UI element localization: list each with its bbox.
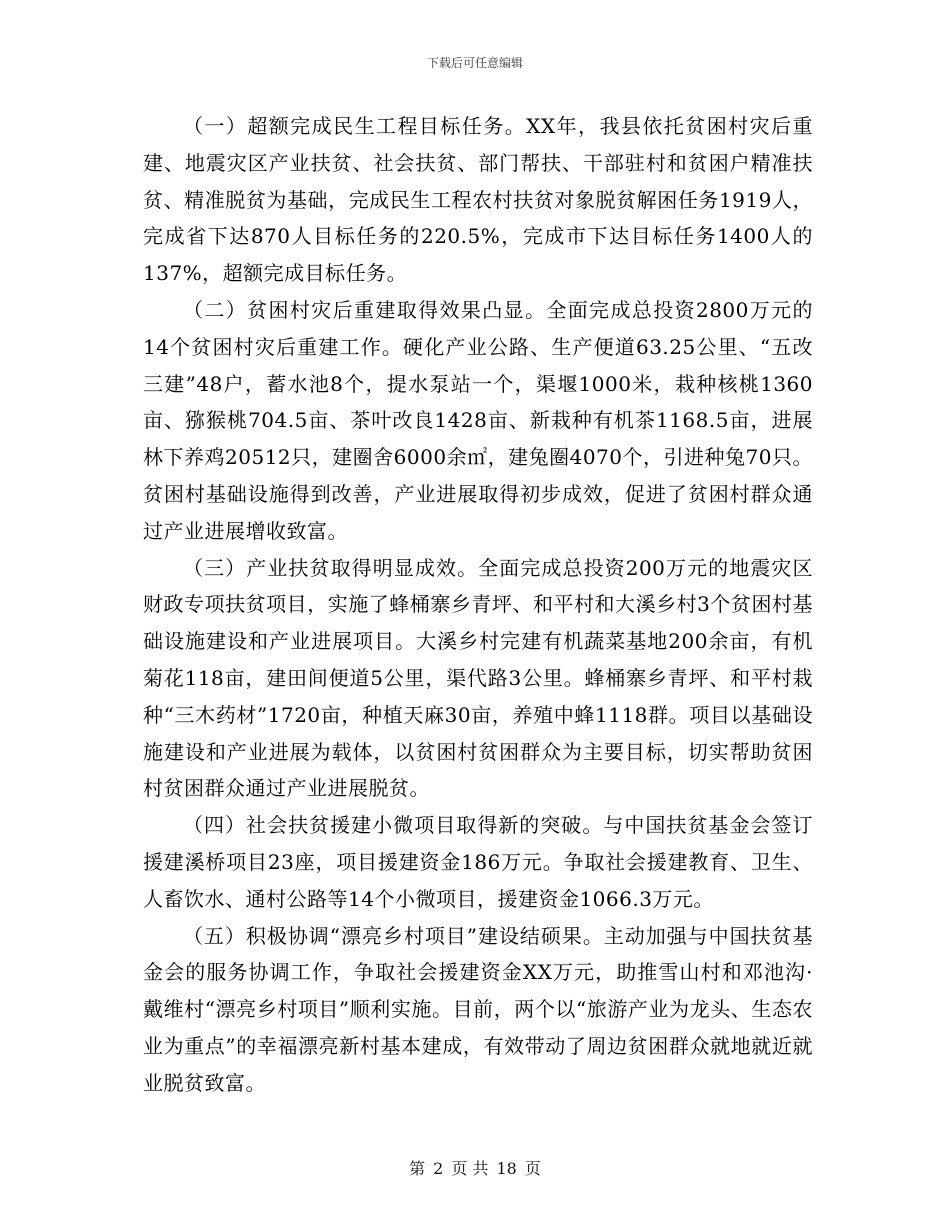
- footer-current-page: 2: [433, 1159, 444, 1178]
- page-footer: [0, 1156, 950, 1179]
- paragraph-4: （四）社会扶贫援建小微项目取得新的突破。与中国扶贫基金会签订援建溪桥项目23座，项目援建资金186万元。争取社会援建教育、卫生、人畜饮水、通村公路等14个小微项目，援建资金1066.3万元。: [143, 813, 813, 911]
- document-body: [143, 108, 813, 1102]
- paragraph-2: （二）贫困村灾后重建取得效果凸显。全面完成总投资2800万元的14个贫困村灾后重建工作。硬化产业公路、生产便道63.25公里、“五改三建”48户，蓄水池8个，提水泵站一个，渠堰1000米，栽种核桃1360亩、猕猴桃704.5亩、茶叶改良1428亩、新栽种有机茶1168.5亩，进展林下养鸡20512只，建圈舍6000余㎡，建兔圈4070个，引进种兔70只。贫困村基础设施得到改善，产业进展取得初步成效，促进了贫困村群众通过产业进展增收致富。: [143, 297, 813, 543]
- paragraph-3: （三）产业扶贫取得明显成效。全面完成总投资200万元的地震灾区财政专项扶贫项目，实施了蜂桶寨乡青坪、和平村和大溪乡村3个贫困村基础设施建设和产业进展项目。大溪乡村完建有机蔬菜基地200余亩，有机菊花118亩，建田间便道5公里，渠代路3公里。蜂桶寨乡青坪、和平村栽种“三木药材”1720亩，种植天麻30亩，养殖中蜂1118群。项目以基础设施建设和产业进展为载体，以贫困村贫困群众为主要目标，切实帮助贫困村贫困群众通过产业进展脱贫。: [143, 555, 813, 801]
- footer-middle: 页 共: [451, 1159, 489, 1178]
- footer-total-pages: 18: [496, 1159, 517, 1178]
- page-header: 下载后可任意编辑: [426, 56, 523, 70]
- footer-suffix: 页: [524, 1159, 541, 1178]
- footer-prefix: 第: [409, 1159, 426, 1178]
- paragraph-5: （五）积极协调“漂亮乡村项目”建设结硕果。主动加强与中国扶贫基金会的服务协调工作，争取社会援建资金XX万元，助推雪山村和邓池沟·戴维村“漂亮乡村项目”顺利实施。目前，两个以“旅游产业为龙头、生态农业为重点”的幸福漂亮新村基本建成，有效带动了周边贫困群众就地就近就业脱贫致富。: [143, 923, 813, 1095]
- paragraph-1: （一）超额完成民生工程目标任务。XX年，我县依托贫困村灾后重建、地震灾区产业扶贫、社会扶贫、部门帮扶、干部驻村和贫困户精准扶贫、精准脱贫为基础，完成民生工程农村扶贫对象脱贫解困任务1919人，完成省下达870人目标任务的220.5%，完成市下达目标任务1400人的137%，超额完成目标任务。: [143, 114, 813, 286]
